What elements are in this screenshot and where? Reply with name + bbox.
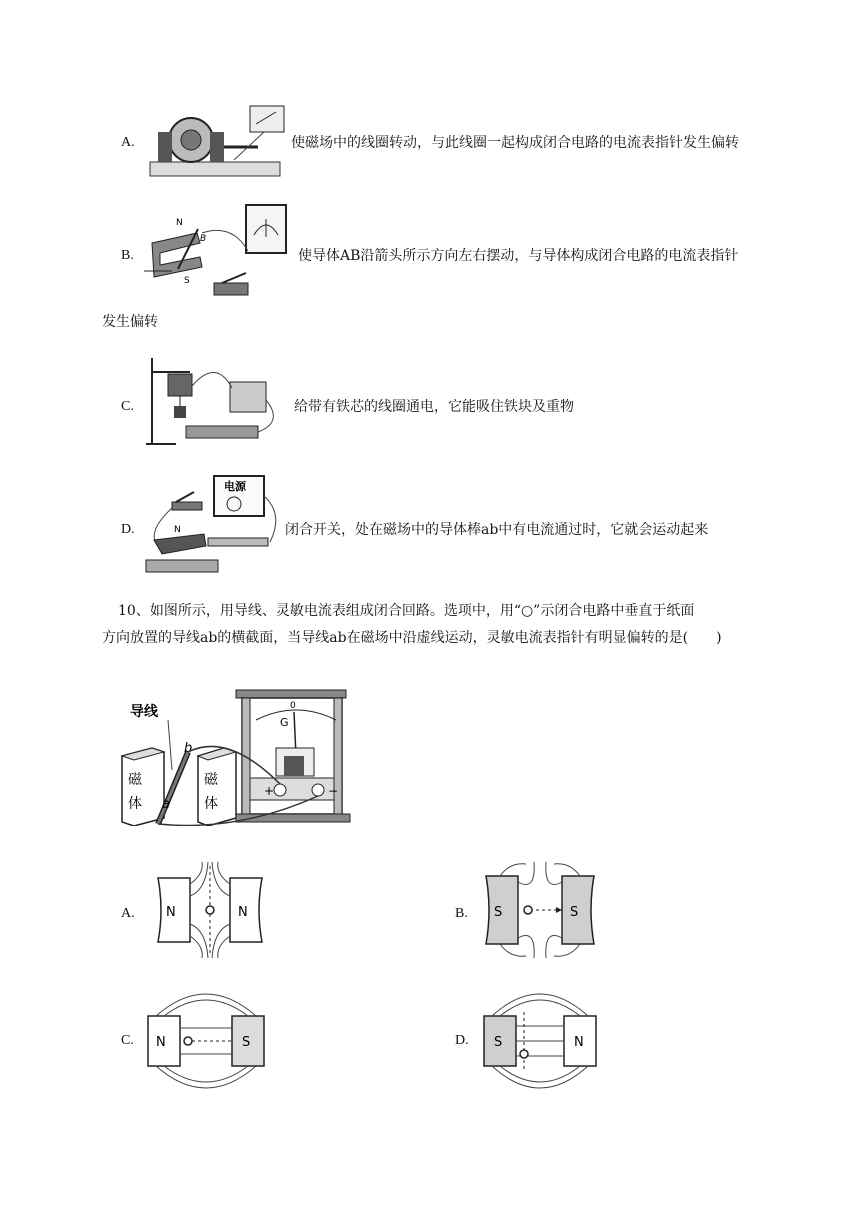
- svg-text:b: b: [184, 741, 193, 756]
- option-b-text-continued: 发生偏转: [102, 314, 158, 330]
- svg-text:N: N: [574, 1035, 584, 1050]
- electromagnet-figure: [146, 352, 286, 452]
- svg-text:N: N: [238, 905, 248, 920]
- q10-stem-line2: 方向放置的导线ab的横截面，当导线ab在磁场中沿虚线运动，灵敏电流表指针有明显偏转的是( ): [102, 630, 722, 646]
- svg-text:0: 0: [290, 701, 296, 711]
- svg-text:导线: 导线: [130, 704, 158, 720]
- option-d-text: 闭合开关，处在磁场中的导体棒ab中有电流通过时，它就会运动起来: [285, 522, 709, 538]
- q10-option-a-label: A.: [121, 906, 135, 921]
- generator-apparatus-figure: [146, 102, 288, 182]
- svg-text:电源: 电源: [224, 480, 246, 493]
- svg-text:−: −: [328, 784, 339, 798]
- q10-option-c-field-figure: [146, 988, 266, 1092]
- svg-text:S: S: [494, 1035, 503, 1050]
- svg-text:B: B: [200, 234, 207, 244]
- option-b-text: 使导体AB沿箭头所示方向左右摆动，与导体构成闭合电路的电流表指针: [298, 248, 739, 264]
- svg-text:S: S: [570, 905, 579, 920]
- galvanometer-circuit-figure: [118, 686, 368, 826]
- option-d-label: D.: [121, 522, 135, 537]
- svg-text:体: 体: [204, 796, 218, 812]
- option-a-text: 使磁场中的线圈转动，与此线圈一起构成闭合电路的电流表指针发生偏转: [291, 135, 739, 151]
- induction-rod-figure: [142, 203, 292, 303]
- q10-option-d-label: D.: [455, 1033, 469, 1048]
- q10-option-b-label: B.: [455, 906, 468, 921]
- option-a-label: A.: [121, 135, 135, 150]
- option-b-label: B.: [121, 248, 134, 263]
- svg-text:S: S: [494, 905, 503, 920]
- motor-principle-figure: [144, 474, 286, 578]
- svg-text:N: N: [156, 1035, 166, 1050]
- option-c-text: 给带有铁芯的线圈通电，它能吸住铁块及重物: [294, 399, 574, 415]
- q10-stem-line1: 10、如图所示，用导线、灵敏电流表组成闭合回路。选项中，用“○”示闭合电路中垂直于纸面: [118, 603, 695, 619]
- svg-text:N: N: [176, 218, 183, 228]
- svg-text:N: N: [174, 525, 181, 535]
- svg-text:磁: 磁: [128, 772, 142, 788]
- svg-text:S: S: [242, 1035, 251, 1050]
- svg-text:+: +: [264, 784, 275, 798]
- q10-option-b-field-figure: [480, 862, 600, 958]
- svg-text:N: N: [166, 905, 176, 920]
- svg-text:S: S: [184, 276, 190, 286]
- svg-text:a: a: [162, 797, 170, 812]
- q10-option-a-field-figure: [150, 862, 270, 958]
- svg-text:G: G: [280, 716, 289, 729]
- svg-text:磁: 磁: [204, 772, 218, 788]
- q10-option-c-label: C.: [121, 1033, 134, 1048]
- q10-option-d-field-figure: [480, 988, 600, 1092]
- option-c-label: C.: [121, 399, 134, 414]
- svg-text:体: 体: [128, 796, 142, 812]
